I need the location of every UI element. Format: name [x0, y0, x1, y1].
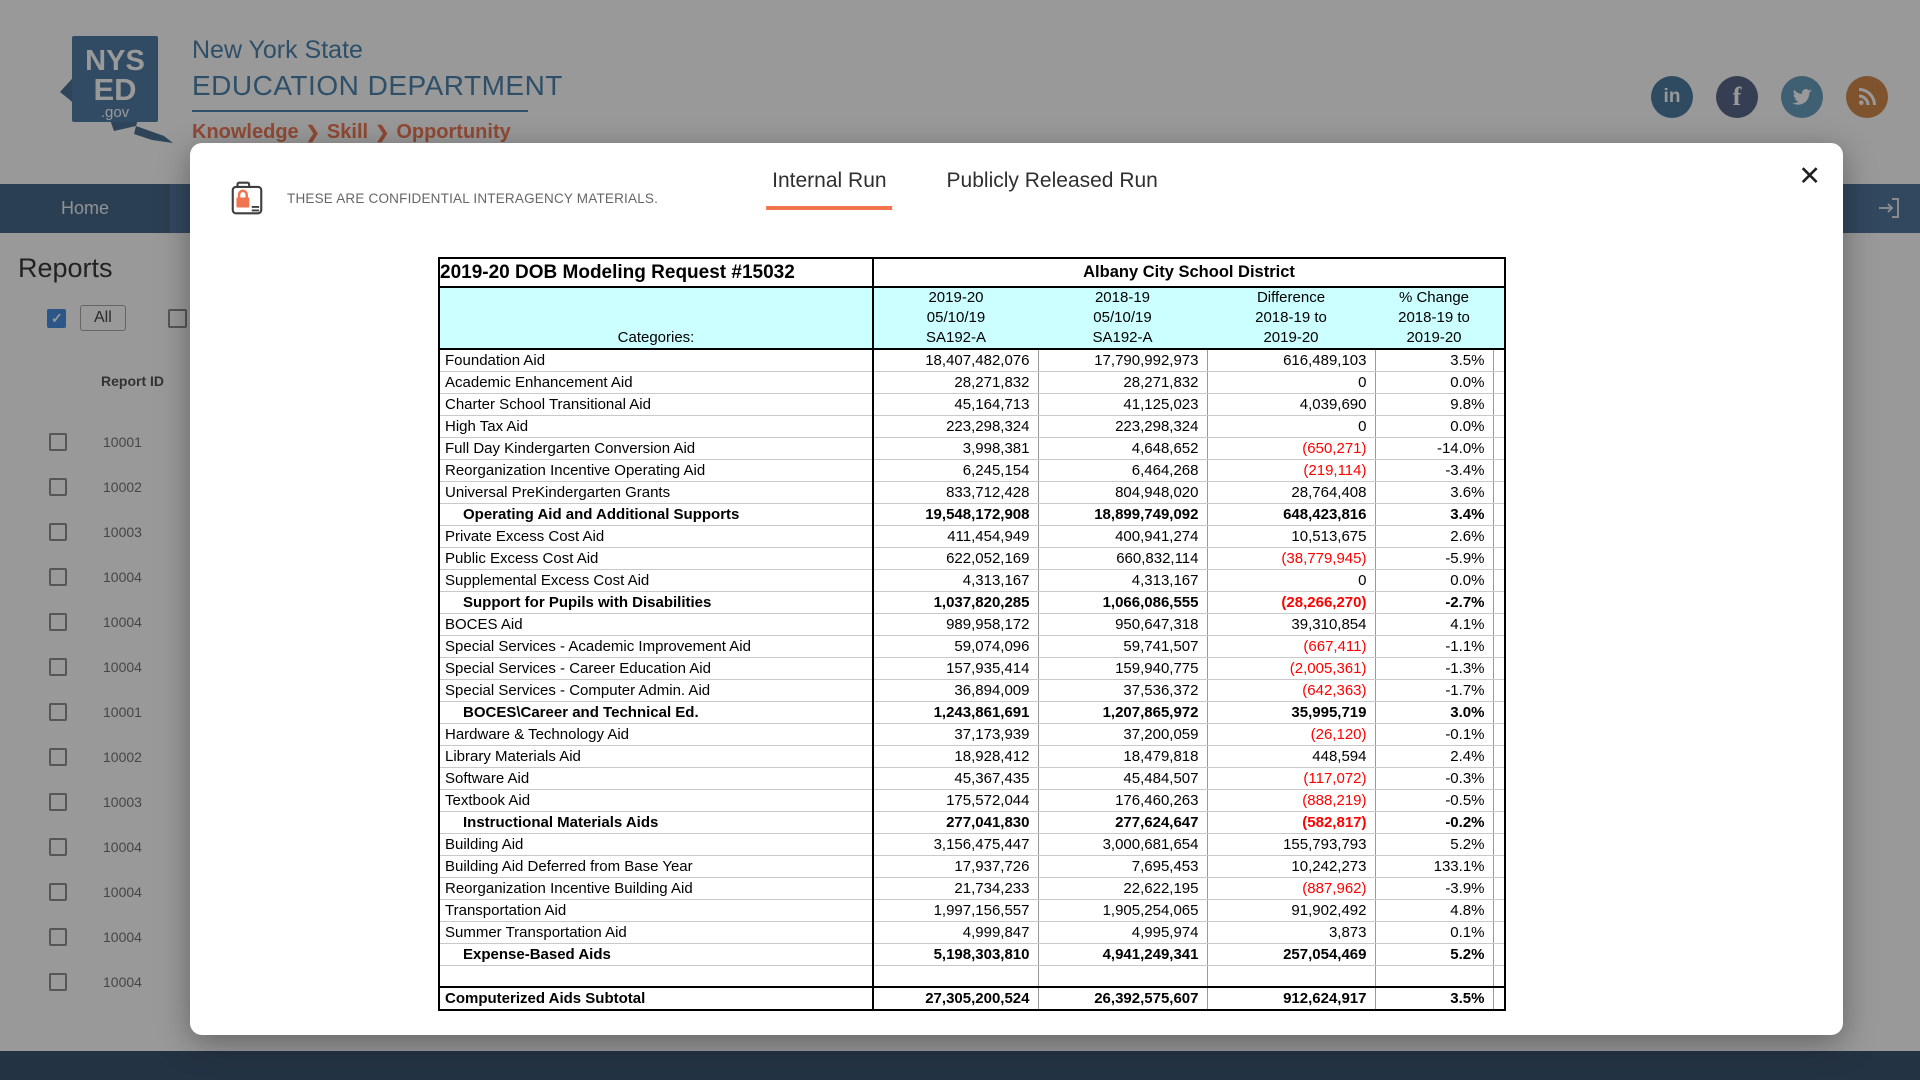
table-row	[439, 394, 1505, 416]
value-cell: (117,072)	[1207, 768, 1375, 790]
report-id-column-header: Report ID	[101, 373, 164, 389]
value-cell: 3,998,381	[873, 438, 1038, 460]
value-cell: 45,164,713	[873, 394, 1038, 416]
value-cell: 3,000,681,654	[1038, 834, 1207, 856]
value-cell: 37,173,939	[873, 724, 1038, 746]
table-row	[439, 658, 1505, 680]
value-cell: 6,245,154	[873, 460, 1038, 482]
value-cell: 176,460,263	[1038, 790, 1207, 812]
value-cell: 27,305,200,524	[873, 987, 1038, 1010]
value-cell: 17,937,726	[873, 856, 1038, 878]
spacer-cell	[1493, 987, 1505, 1010]
value-cell: 4,941,249,341	[1038, 944, 1207, 966]
value-cell: -1.3%	[1375, 658, 1493, 680]
category-cell: Universal PreKindergarten Grants	[439, 482, 873, 504]
value-cell: -3.9%	[1375, 878, 1493, 900]
spacer-cell	[1493, 438, 1505, 460]
value-cell: 1,243,861,691	[873, 702, 1038, 724]
value-cell: 3.5%	[1375, 349, 1493, 372]
svg-text:NYS: NYS	[85, 45, 145, 77]
value-cell: (219,114)	[1207, 460, 1375, 482]
value-cell: 0.0%	[1375, 372, 1493, 394]
chevron-icon: ❯	[305, 123, 320, 142]
category-cell: Textbook Aid	[439, 790, 873, 812]
aid-modeling-table	[438, 257, 1506, 1011]
category-cell	[439, 966, 873, 987]
category-cell: High Tax Aid	[439, 416, 873, 438]
value-cell: 3,156,475,447	[873, 834, 1038, 856]
value-cell: 2.4%	[1375, 746, 1493, 768]
value-cell: 950,647,318	[1038, 614, 1207, 636]
category-cell: Foundation Aid	[439, 349, 873, 372]
value-cell: 175,572,044	[873, 790, 1038, 812]
category-cell: Public Excess Cost Aid	[439, 548, 873, 570]
spacer-cell	[1493, 812, 1505, 834]
value-cell: 912,624,917	[1207, 987, 1375, 1010]
table-row	[439, 724, 1505, 746]
spacer-cell	[1493, 746, 1505, 768]
table-row	[439, 636, 1505, 658]
category-cell: Reorganization Incentive Operating Aid	[439, 460, 873, 482]
category-cell: Academic Enhancement Aid	[439, 372, 873, 394]
spacer-cell	[1493, 790, 1505, 812]
spacer-cell	[1493, 680, 1505, 702]
value-cell: 448,594	[1207, 746, 1375, 768]
value-cell: -14.0%	[1375, 438, 1493, 460]
report-id: 10003	[103, 793, 142, 810]
value-cell: 9.8%	[1375, 394, 1493, 416]
value-cell: 0	[1207, 416, 1375, 438]
confidential-folder-lock-icon	[227, 179, 267, 217]
facebook-icon[interactable]: f	[1716, 76, 1758, 118]
value-cell: 4.1%	[1375, 614, 1493, 636]
report-id: 10004	[103, 928, 142, 945]
spacer-cell	[1493, 349, 1505, 372]
category-cell: Private Excess Cost Aid	[439, 526, 873, 548]
table-row	[439, 812, 1505, 834]
table-row	[439, 944, 1505, 966]
table-row	[439, 372, 1505, 394]
spacer-cell	[1493, 724, 1505, 746]
table-row	[439, 460, 1505, 482]
value-cell: (582,817)	[1207, 812, 1375, 834]
spacer-cell	[1493, 922, 1505, 944]
value-cell: 804,948,020	[1038, 482, 1207, 504]
value-cell: -3.4%	[1375, 460, 1493, 482]
nav-home-item[interactable]: Home	[0, 184, 170, 233]
value-cell: (2,005,361)	[1207, 658, 1375, 680]
value-cell: 21,734,233	[873, 878, 1038, 900]
value-cell: 4,313,167	[1038, 570, 1207, 592]
spacer-cell	[1493, 768, 1505, 790]
value-cell: 3.6%	[1375, 482, 1493, 504]
table-row	[439, 482, 1505, 504]
category-cell: Special Services - Academic Improvement Aid	[439, 636, 873, 658]
value-cell: 59,741,507	[1038, 636, 1207, 658]
table-row	[439, 790, 1505, 812]
brand-name-line1: New York State	[192, 36, 363, 64]
spacer-cell	[1493, 658, 1505, 680]
value-cell: 400,941,274	[1038, 526, 1207, 548]
report-id: 10003	[103, 523, 142, 540]
column-header-pct-change: % Change 2018-19 to 2019-20	[1375, 287, 1493, 349]
value-cell: 0.0%	[1375, 416, 1493, 438]
spacer-cell	[1493, 372, 1505, 394]
category-cell: BOCES Aid	[439, 614, 873, 636]
filter-all-button[interactable]: All	[80, 305, 126, 331]
value-cell: 277,624,647	[1038, 812, 1207, 834]
value-cell: 1,905,254,065	[1038, 900, 1207, 922]
category-cell: Transportation Aid	[439, 900, 873, 922]
table-row	[439, 504, 1505, 526]
table-header-row	[439, 287, 1505, 349]
tab-internal-run[interactable]: Internal Run	[766, 163, 892, 210]
value-cell: 6,464,268	[1038, 460, 1207, 482]
report-id: 10004	[103, 613, 142, 630]
spacer-cell	[1493, 548, 1505, 570]
value-cell: 0	[1207, 372, 1375, 394]
value-cell: 833,712,428	[873, 482, 1038, 504]
value-cell: 223,298,324	[1038, 416, 1207, 438]
value-cell: -0.1%	[1375, 724, 1493, 746]
report-id: 10004	[103, 973, 142, 990]
value-cell: 622,052,169	[873, 548, 1038, 570]
page-title: Reports	[18, 253, 113, 283]
value-cell: 223,298,324	[873, 416, 1038, 438]
tab-publicly-released-run[interactable]: Publicly Released Run	[946, 169, 1158, 192]
table-row	[439, 900, 1505, 922]
tagline-skill: Skill	[326, 121, 369, 143]
table-row	[439, 856, 1505, 878]
spacer-cell	[1493, 900, 1505, 922]
value-cell: 18,407,482,076	[873, 349, 1038, 372]
value-cell: -1.1%	[1375, 636, 1493, 658]
value-cell: 19,548,172,908	[873, 504, 1038, 526]
report-id: 10001	[103, 703, 142, 720]
value-cell	[1207, 966, 1375, 987]
spacer-cell	[1493, 482, 1505, 504]
column-header-difference: Difference 2018-19 to 2019-20	[1207, 287, 1375, 349]
report-id: 10004	[103, 838, 142, 855]
value-cell: 7,695,453	[1038, 856, 1207, 878]
value-cell: 1,037,820,285	[873, 592, 1038, 614]
value-cell: (887,962)	[1207, 878, 1375, 900]
table-row	[439, 922, 1505, 944]
category-cell: Charter School Transitional Aid	[439, 394, 873, 416]
value-cell: 10,513,675	[1207, 526, 1375, 548]
value-cell: 257,054,469	[1207, 944, 1375, 966]
category-cell: Support for Pupils with Disabilities	[439, 592, 873, 614]
value-cell: 1,207,865,972	[1038, 702, 1207, 724]
value-cell: 4.8%	[1375, 900, 1493, 922]
spacer-cell	[1493, 416, 1505, 438]
tagline-opportunity: Opportunity	[396, 121, 511, 143]
value-cell: 10,242,273	[1207, 856, 1375, 878]
spacer-cell	[1493, 614, 1505, 636]
value-cell: 3,873	[1207, 922, 1375, 944]
value-cell: (667,411)	[1207, 636, 1375, 658]
value-cell: 4,999,847	[873, 922, 1038, 944]
value-cell: 35,995,719	[1207, 702, 1375, 724]
spacer-cell	[1493, 460, 1505, 482]
value-cell: 18,928,412	[873, 746, 1038, 768]
category-cell: Building Aid Deferred from Base Year	[439, 856, 873, 878]
spacer-cell	[1493, 944, 1505, 966]
column-header-2018-19: 2018-19 05/10/19 SA192-A	[1038, 287, 1207, 349]
value-cell: (650,271)	[1207, 438, 1375, 460]
spacer-cell	[1493, 570, 1505, 592]
modeling-request-modal	[190, 143, 1843, 1035]
value-cell: 159,940,775	[1038, 658, 1207, 680]
spacer-cell	[1493, 504, 1505, 526]
category-cell: Supplemental Excess Cost Aid	[439, 570, 873, 592]
table-row	[439, 438, 1505, 460]
value-cell: 4,648,652	[1038, 438, 1207, 460]
value-cell: 41,125,023	[1038, 394, 1207, 416]
category-cell: Operating Aid and Additional Supports	[439, 504, 873, 526]
value-cell: 411,454,949	[873, 526, 1038, 548]
report-id: 10004	[103, 568, 142, 585]
value-cell: 133.1%	[1375, 856, 1493, 878]
value-cell: 2.6%	[1375, 526, 1493, 548]
value-cell: 45,484,507	[1038, 768, 1207, 790]
category-cell: Computerized Aids Subtotal	[439, 987, 873, 1010]
district-name: Albany City School District	[873, 258, 1505, 287]
spacer-cell	[1493, 702, 1505, 724]
category-cell: Special Services - Career Education Aid	[439, 658, 873, 680]
value-cell	[873, 966, 1038, 987]
value-cell: 37,536,372	[1038, 680, 1207, 702]
category-cell: Special Services - Computer Admin. Aid	[439, 680, 873, 702]
table-row	[439, 416, 1505, 438]
modal-tabs	[766, 163, 1164, 210]
svg-text:.gov: .gov	[100, 104, 130, 121]
value-cell: (28,266,270)	[1207, 592, 1375, 614]
value-cell: 37,200,059	[1038, 724, 1207, 746]
spacer-cell	[1493, 636, 1505, 658]
brand-name-line2: EDUCATION DEPARTMENT	[192, 70, 563, 101]
category-cell: Reorganization Incentive Building Aid	[439, 878, 873, 900]
table-row	[439, 680, 1505, 702]
value-cell: 28,271,832	[873, 372, 1038, 394]
value-cell	[1038, 966, 1207, 987]
report-id: 10004	[103, 883, 142, 900]
value-cell	[1375, 966, 1493, 987]
value-cell: 5.2%	[1375, 944, 1493, 966]
category-cell: Building Aid	[439, 834, 873, 856]
column-header-spacer	[1493, 287, 1505, 349]
value-cell: 17,790,992,973	[1038, 349, 1207, 372]
category-cell: Expense-Based Aids	[439, 944, 873, 966]
value-cell: 277,041,830	[873, 812, 1038, 834]
value-cell: 59,074,096	[873, 636, 1038, 658]
value-cell: (642,363)	[1207, 680, 1375, 702]
value-cell: 5.2%	[1375, 834, 1493, 856]
table-row	[439, 570, 1505, 592]
column-header-2019-20: 2019-20 05/10/19 SA192-A	[873, 287, 1038, 349]
linkedin-icon[interactable]: in	[1651, 76, 1693, 118]
confidential-notice: THESE ARE CONFIDENTIAL INTERAGENCY MATERIALS.	[287, 190, 659, 206]
value-cell: 4,313,167	[873, 570, 1038, 592]
report-id: 10001	[103, 433, 142, 450]
value-cell: -5.9%	[1375, 548, 1493, 570]
value-cell: 155,793,793	[1207, 834, 1375, 856]
svg-text:ED: ED	[93, 72, 137, 107]
value-cell: -0.5%	[1375, 790, 1493, 812]
categories-label: Categories:	[439, 287, 873, 349]
value-cell: 5,198,303,810	[873, 944, 1038, 966]
table-row	[439, 878, 1505, 900]
value-cell: 45,367,435	[873, 768, 1038, 790]
value-cell: -1.7%	[1375, 680, 1493, 702]
value-cell: (38,779,945)	[1207, 548, 1375, 570]
value-cell: 0	[1207, 570, 1375, 592]
spacer-cell	[1493, 834, 1505, 856]
value-cell: 4,039,690	[1207, 394, 1375, 416]
table-row	[439, 987, 1505, 1010]
value-cell: 989,958,172	[873, 614, 1038, 636]
value-cell: 157,935,414	[873, 658, 1038, 680]
category-cell: Software Aid	[439, 768, 873, 790]
table-title: 2019-20 DOB Modeling Request #15032	[439, 258, 873, 287]
value-cell: 39,310,854	[1207, 614, 1375, 636]
value-cell: 91,902,492	[1207, 900, 1375, 922]
value-cell: 36,894,009	[873, 680, 1038, 702]
report-id: 10004	[103, 658, 142, 675]
close-icon[interactable]: ✕	[1798, 161, 1821, 191]
value-cell: 4,995,974	[1038, 922, 1207, 944]
table-title-row	[439, 258, 1505, 287]
report-id: 10002	[103, 748, 142, 765]
spacer-cell	[1493, 394, 1505, 416]
value-cell: 3.0%	[1375, 702, 1493, 724]
value-cell: 3.5%	[1375, 987, 1493, 1010]
table-row	[439, 768, 1505, 790]
value-cell: 28,764,408	[1207, 482, 1375, 504]
table-row	[439, 526, 1505, 548]
category-cell: BOCES\Career and Technical Ed.	[439, 702, 873, 724]
value-cell: -2.7%	[1375, 592, 1493, 614]
value-cell: 1,997,156,557	[873, 900, 1038, 922]
value-cell: 26,392,575,607	[1038, 987, 1207, 1010]
value-cell: 22,622,195	[1038, 878, 1207, 900]
value-cell: 18,899,749,092	[1038, 504, 1207, 526]
value-cell: 3.4%	[1375, 504, 1493, 526]
category-cell: Full Day Kindergarten Conversion Aid	[439, 438, 873, 460]
spacer-cell	[1493, 592, 1505, 614]
value-cell: 660,832,114	[1038, 548, 1207, 570]
chevron-icon: ❯	[375, 123, 390, 142]
table-row	[439, 548, 1505, 570]
category-cell: Hardware & Technology Aid	[439, 724, 873, 746]
table-row	[439, 349, 1505, 372]
category-cell: Instructional Materials Aids	[439, 812, 873, 834]
spacer-cell	[1493, 878, 1505, 900]
report-id: 10002	[103, 478, 142, 495]
table-row	[439, 746, 1505, 768]
tagline-knowledge: Knowledge	[192, 121, 299, 143]
category-cell: Library Materials Aid	[439, 746, 873, 768]
value-cell: 616,489,103	[1207, 349, 1375, 372]
value-cell: 0.0%	[1375, 570, 1493, 592]
table-row	[439, 614, 1505, 636]
spacer-cell	[1493, 856, 1505, 878]
table-row	[439, 834, 1505, 856]
value-cell: -0.2%	[1375, 812, 1493, 834]
value-cell: 648,423,816	[1207, 504, 1375, 526]
spacer-cell	[1493, 966, 1505, 987]
value-cell: 18,479,818	[1038, 746, 1207, 768]
value-cell: (26,120)	[1207, 724, 1375, 746]
category-cell: Summer Transportation Aid	[439, 922, 873, 944]
table-row	[439, 592, 1505, 614]
table-spacer-row	[439, 966, 1505, 987]
value-cell: -0.3%	[1375, 768, 1493, 790]
spacer-cell	[1493, 526, 1505, 548]
value-cell: 28,271,832	[1038, 372, 1207, 394]
value-cell: 0.1%	[1375, 922, 1493, 944]
value-cell: (888,219)	[1207, 790, 1375, 812]
table-row	[439, 702, 1505, 724]
value-cell: 1,066,086,555	[1038, 592, 1207, 614]
